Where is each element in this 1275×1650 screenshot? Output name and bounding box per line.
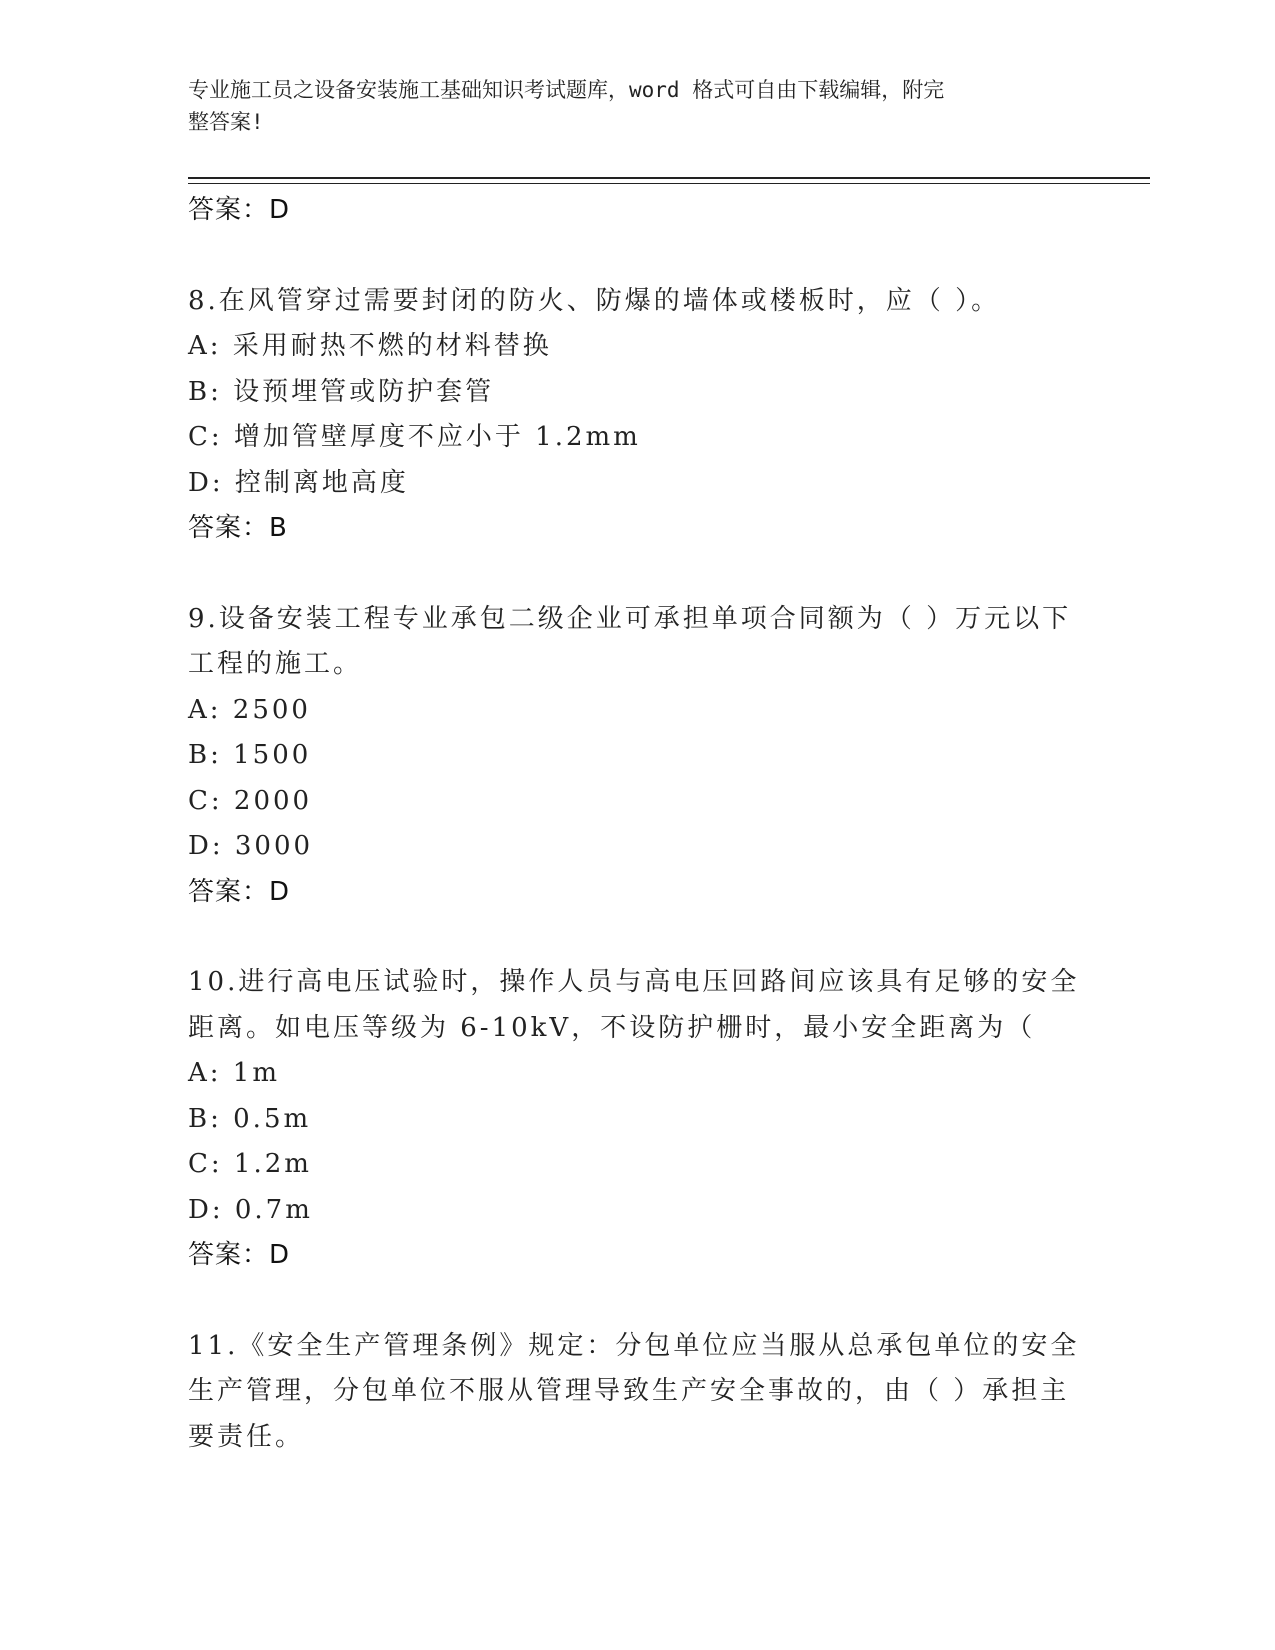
answer-value: D (269, 1240, 291, 1270)
document-header (188, 74, 1068, 138)
header-title-line-1: 专业施工员之设备安装施工基础知识考试题库，word 格式可自由下载编辑，附完 (188, 78, 945, 102)
header-rule-thin (188, 183, 1150, 184)
option-b: B: 1500 (188, 740, 312, 770)
question-stem-line-1: 9.设备安装工程专业承包二级企业可承担单项合同额为（ ）万元以下 (188, 603, 1072, 634)
option-d: D: 控制离地高度 (188, 467, 409, 498)
option-c: C: 增加管壁厚度不应小于 1.2mm (188, 422, 641, 452)
answer-value: D (269, 876, 291, 907)
answer-label: 答案： (188, 195, 270, 225)
option-c: C: 2000 (188, 785, 313, 816)
question-8 (188, 279, 1068, 552)
option-a: A: 2500 (188, 694, 311, 725)
answer-value: D (269, 195, 291, 225)
option-d: D: 3000 (188, 831, 314, 861)
question-list (188, 188, 1080, 1460)
option-c: C: 1.2m (188, 1149, 312, 1179)
option-a: A: 采用耐热不燃的材料替换 (188, 331, 552, 361)
question-stem-line-2: 距离。如电压等级为 6-10kV，不设防护栅时，最小安全距离为（ (188, 1012, 1036, 1043)
option-d: D: 0.7m (188, 1194, 313, 1225)
option-a: A: 1m (188, 1058, 280, 1088)
question-stem-line-1: 11.《安全生产管理条例》规定：分包单位应当服从总承包单位的安全 (188, 1330, 1080, 1361)
answer-label: 答案： (188, 513, 270, 543)
question-11 (188, 1324, 1080, 1461)
answer-line (188, 506, 1068, 552)
option-b: B: 设预埋管或防护套管 (188, 376, 495, 407)
question-stem-line-1: 10.进行高电压试验时，操作人员与高电压回路间应该具有足够的安全 (188, 967, 1080, 997)
header-rule-thick (188, 177, 1150, 179)
question-stem-line-3: 要责任。 (188, 1421, 305, 1452)
answer-value: B (269, 513, 288, 543)
question-stem: 8.在风管穿过需要封闭的防火、防爆的墙体或楼板时，应（ ）。 (188, 285, 1001, 316)
question-9 (188, 597, 1072, 916)
question-10 (188, 960, 1080, 1279)
answer-line (188, 1233, 1068, 1279)
answer-line (188, 870, 1068, 916)
answer-label: 答案： (188, 1240, 270, 1270)
answer-label: 答案： (188, 876, 270, 907)
question-stem-line-2: 生产管理，分包单位不服从管理导致生产安全事故的，由（ ）承担主 (188, 1376, 1070, 1406)
header-title-line-2: 整答案! (188, 110, 264, 134)
option-b: B: 0.5m (188, 1103, 312, 1134)
question-stem-line-2: 工程的施工。 (188, 649, 363, 679)
answer-line-q7 (188, 188, 1068, 234)
